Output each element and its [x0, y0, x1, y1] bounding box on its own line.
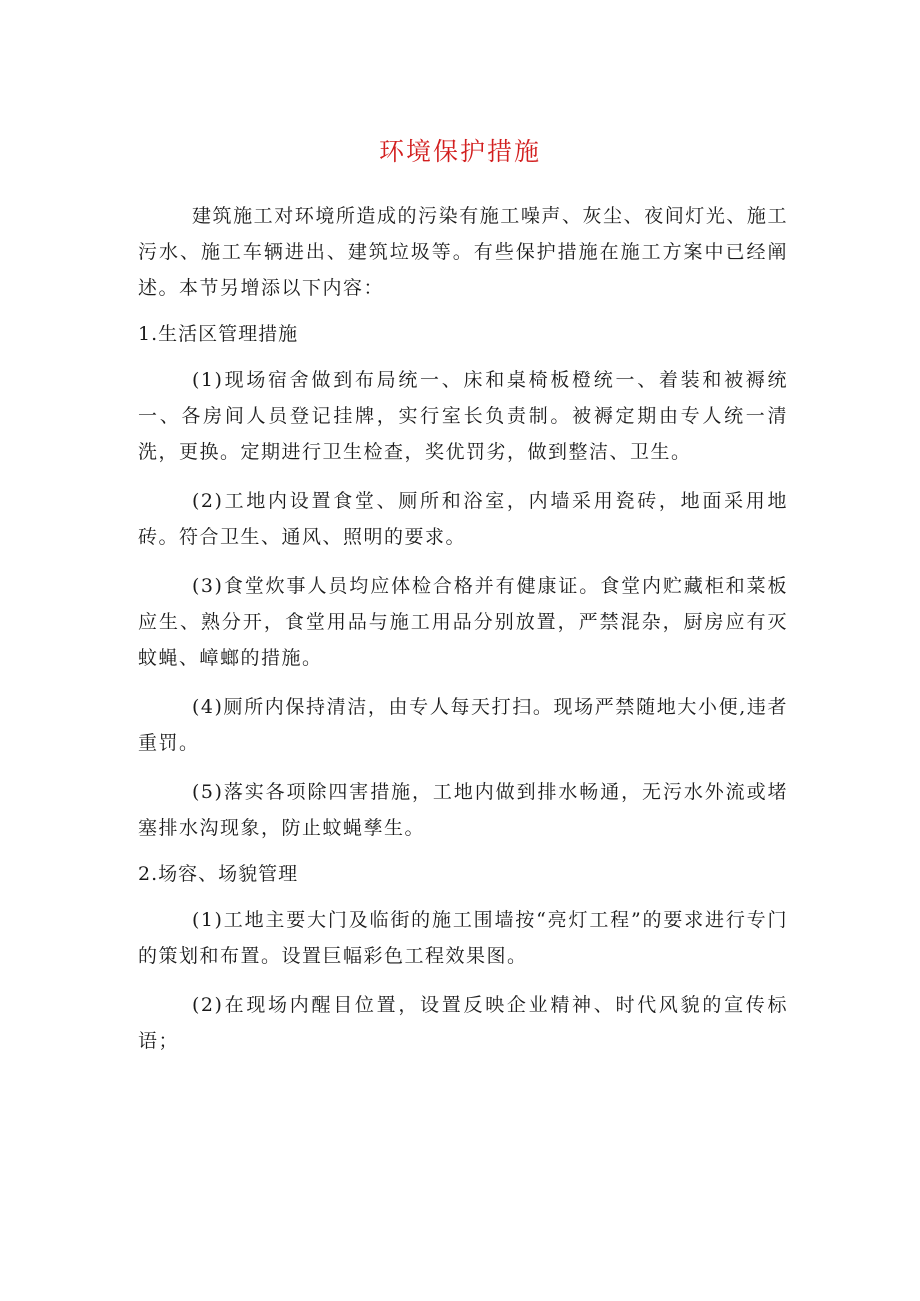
section-2-item-1: (1)工地主要大门及临街的施工围墙按“亮灯工程”的要求进行专门的策划和布置。设置巨幅彩色工程效果图。	[138, 909, 788, 967]
intro-paragraph: 建筑施工对环境所造成的污染有施工噪声、灰尘、夜间灯光、施工污水、施工车辆进出、建筑垃圾等。有些保护措施在施工方案中已经阐述。本节另增添以下内容：	[138, 205, 788, 299]
section-1-item-2: (2)工地内设置食堂、厕所和浴室，内墙采用瓷砖，地面采用地砖。符合卫生、通风、照明的要求。	[138, 490, 788, 548]
section-1-item-1: (1)现场宿舍做到布局统一、床和桌椅板橙统一、着装和被褥统一、各房间人员登记挂牌，实行室长负责制。被褥定期由专人统一清洗，更换。定期进行卫生检查，奖优罚劣，做到整洁、卫生。	[138, 369, 788, 463]
section-1-item-5: (5)落实各项除四害措施，工地内做到排水畅通，无污水外流或堵塞排水沟现象，防止蚊蝇孳生。	[138, 781, 788, 839]
section-heading-1: 1.生活区管理措施	[138, 323, 299, 345]
page-title: 环境保护措施	[378, 137, 541, 166]
section-2-item-2: (2)在现场内醒目位置，设置反映企业精神、时代风貌的宣传标语；	[138, 994, 788, 1052]
section-1-item-3: (3)食堂炊事人员均应体检合格并有健康证。食堂内贮藏柜和菜板应生、熟分开，食堂用品与施工用品分别放置，严禁混杂，厨房应有灭蚊蝇、嶂螂的措施。	[138, 575, 788, 669]
section-1-item-4: (4)厕所内保持清洁，由专人每天打扫。现场严禁随地大小便,违者重罚。	[138, 696, 788, 754]
document-body	[138, 198, 788, 1059]
section-heading-2: 2.场容、场貌管理	[138, 863, 299, 885]
